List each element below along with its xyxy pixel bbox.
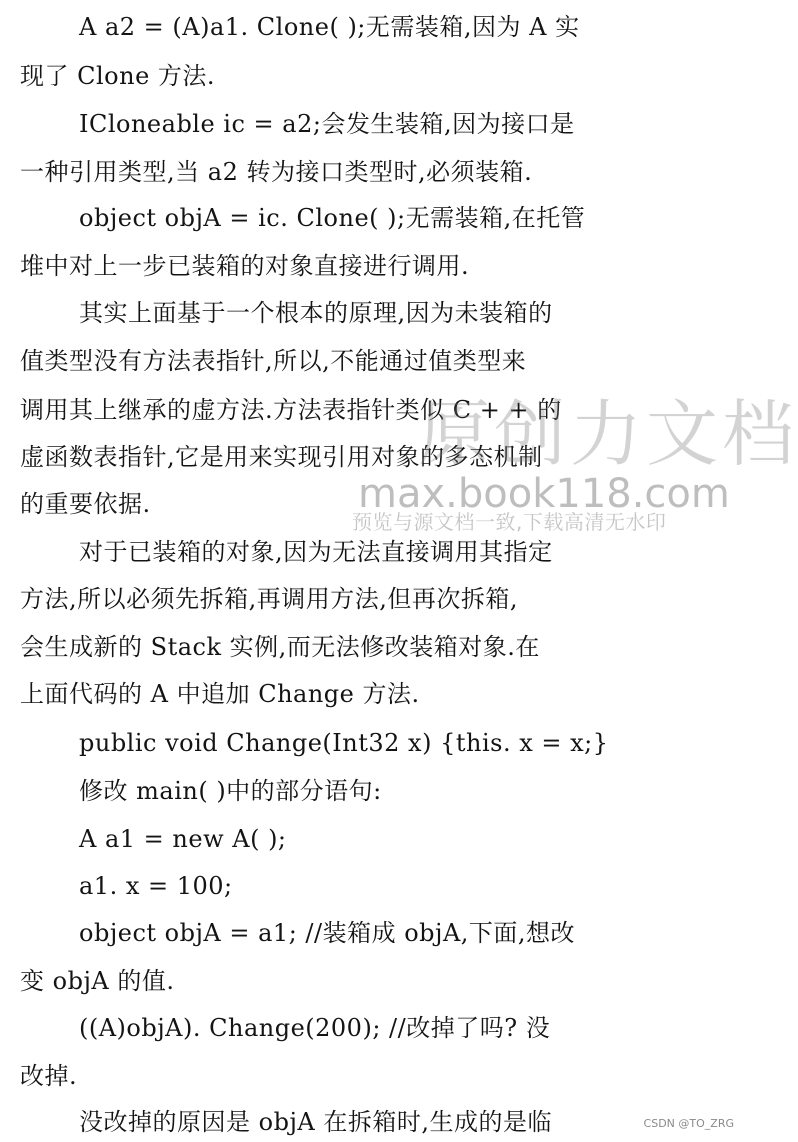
text-line: 堆中对上一步已装箱的对象直接进行调用. [20, 252, 470, 280]
text-line: 的重要依据. [20, 490, 151, 518]
code-line: object objA = a1; //装箱成 objA,下面,想改 [79, 919, 576, 947]
text-line: 调用其上继承的虚方法.方法表指针类似 C + + 的 [20, 396, 562, 424]
text-line: 没改掉的原因是 objA 在拆箱时,生成的是临 [79, 1108, 552, 1136]
text-line: 改掉. [20, 1062, 78, 1090]
code-line: A a1 = new A( ); [79, 825, 287, 853]
text-line: 会生成新的 Stack 实例,而无法修改装箱对象.在 [20, 633, 540, 661]
text-line: 虚函数表指针,它是用来实现引用对象的多态机制 [20, 443, 543, 471]
code-line: a1. x = 100; [79, 872, 233, 900]
text-line: 一种引用类型,当 a2 转为接口类型时,必须装箱. [20, 158, 533, 186]
text-line: object objA = ic. Clone( );无需装箱,在托管 [79, 204, 586, 232]
text-line: 值类型没有方法表指针,所以,不能通过值类型来 [20, 347, 527, 375]
text-line: 方法,所以必须先拆箱,再调用方法,但再次拆箱, [20, 585, 519, 613]
watermark-subtitle: 预览与源文档一致,下载高清无水印 [352, 510, 667, 534]
watermark-title: 原创力文档 [418, 392, 798, 476]
text-line: 其实上面基于一个根本的原理,因为未装箱的 [79, 299, 553, 327]
text-line: 修改 main( )中的部分语句: [79, 777, 382, 805]
text-line: A a2 = (A)a1. Clone( );无需装箱,因为 A 实 [79, 13, 580, 41]
watermark-url: max.book118.com [358, 471, 730, 517]
csdn-credit: CSDN @TO_ZRG [643, 1117, 734, 1130]
text-line: 变 objA 的值. [20, 967, 175, 995]
text-line: 对于已装箱的对象,因为无法直接调用其指定 [79, 538, 553, 566]
code-line: public void Change(Int32 x) {this. x = x;} [79, 729, 609, 757]
text-line: 上面代码的 A 中追加 Change 方法. [20, 680, 420, 708]
text-line: 现了 Clone 方法. [20, 62, 216, 90]
code-line: ((A)objA). Change(200); //改掉了吗? 没 [79, 1014, 551, 1042]
text-line: ICloneable ic = a2;会发生装箱,因为接口是 [79, 110, 575, 138]
